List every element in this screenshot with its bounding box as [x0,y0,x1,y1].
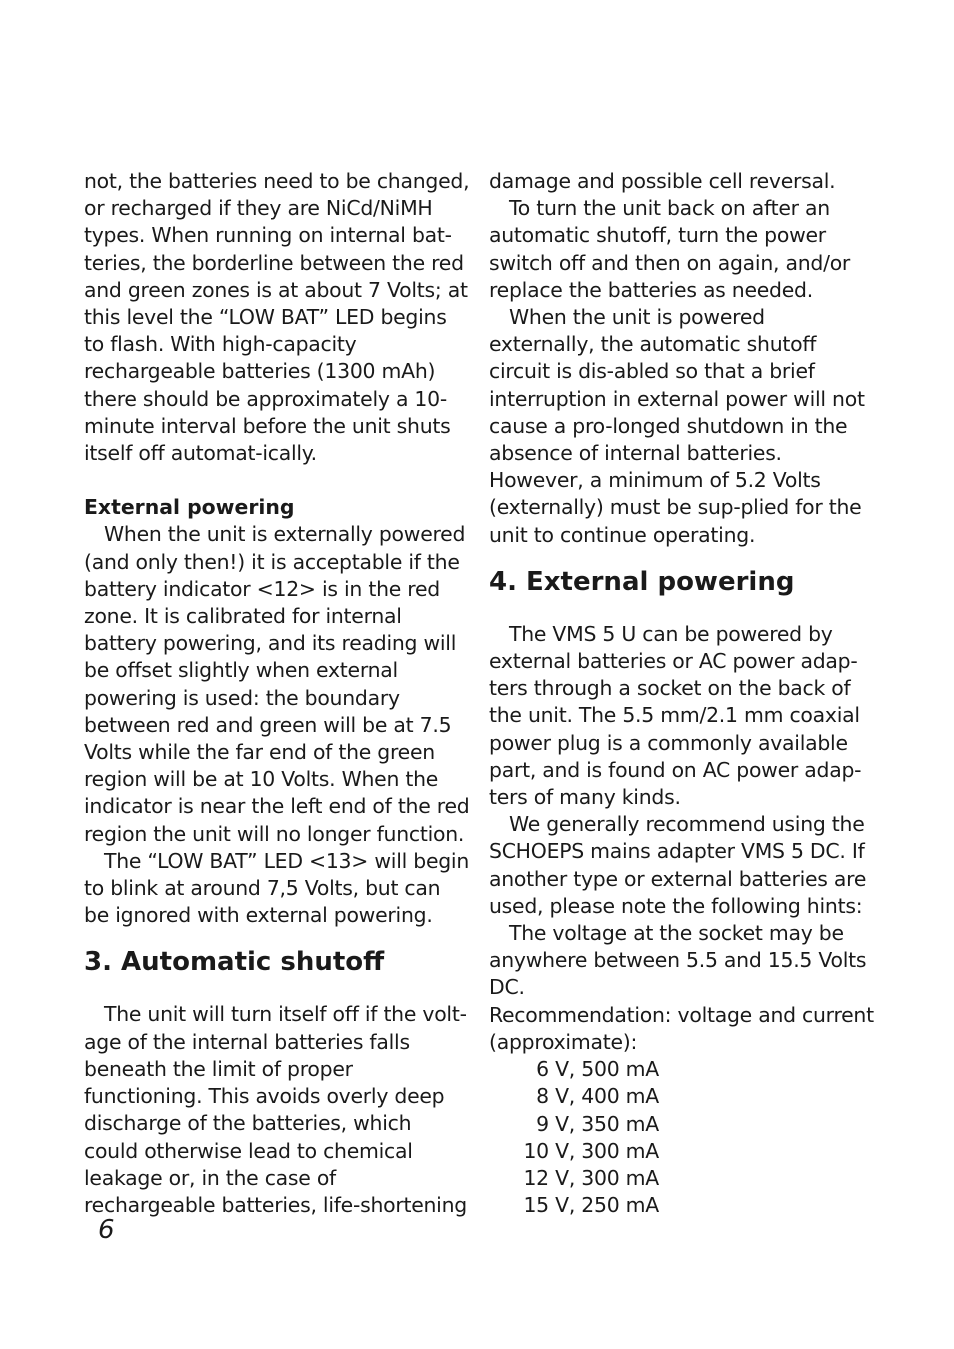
voltage-current-list [489,1056,875,1219]
section-3-heading: 3. Automatic shutoff [84,947,385,978]
spec-item: 10 V, 300 mA [523,1138,659,1163]
restart-paragraph: To turn the unit back on after an automatic shutoff, turn the power switch off and then on again, and/or replace the batteries as needed. [489,196,851,302]
section-4-paragraph-2: We generally recommend using the SCHOEPS mains adapter VMS 5 DC. If another type or external batteries are used, please note the following hints: [489,812,867,918]
section-4-paragraph-1: The VMS 5 U can be powered by external batteries or AC power adap-ters through a socket on the back of the unit. The 5.5 mm/2.1 mm coaxial power plug is a commonly available part, and is found on AC power adap-ters of many kinds. [489,621,862,810]
external-powering-paragraph-1: When the unit is externally powered (and only then!) it is acceptable if the battery indicator <12> is in the red zone. It is calibrated for internal battery powering, and its reading will be offset slightly when external powering is used: the boundary between red and green will be at 7.5 Volts while the far end of the green region will be at 10 Volts. When the indicator is near the left end of the red region the unit will no longer function. [84,522,470,846]
spec-item: 15 V, 250 mA [523,1193,659,1218]
external-powering-subheading: External powering [84,495,295,520]
spacer [84,979,470,1001]
section-4-heading: 4. External powering [489,566,795,597]
spacer [84,929,470,945]
continuation-paragraph: damage and possible cell reversal. [489,169,836,193]
intro-paragraph: not, the batteries need to be changed, or recharged if they are NiCd/NiMH types. When running on internal bat-teries, the borderline between the red and green zones is at about 7 Volts; at this level the “LOW BAT” LED begins to flash. With high-capacity rechargeable batteries (1300 mAh) there should be approximately a 10-minute interval before the unit shuts itself off automat-ically. [84,169,470,466]
spec-item: 6 V, 500 mA [536,1057,659,1082]
section-3-paragraph: The unit will turn itself off if the volt-age of the internal batteries falls beneath the limit of proper functioning. This avoids overly deep discharge of the batteries, which could otherwise lead to chemical leakage or, in the case of rechargeable batteries, life-shortening [84,1002,467,1217]
spec-item: 12 V, 300 mA [523,1165,659,1190]
external-powering-paragraph-2: The “LOW BAT” LED <13> will begin to blink at around 7,5 Volts, but can be ignored with external powering. [84,848,470,928]
page-number: 6 [98,1215,115,1245]
right-column [489,168,875,1219]
spacer [489,599,875,621]
shutoff-disabled-paragraph: When the unit is powered externally, the automatic shutoff circuit is dis-abled so that a brief interruption in external power will not cause a pro-longed shutdown in the absence of internal batteries. However, a minimum of 5.2 Volts (externally) must be sup-plied for the unit to continue operating. [489,305,865,547]
left-column [84,168,470,1219]
spacer [84,467,470,494]
section-4-paragraph-3: The voltage at the socket may be anywhere between 5.5 and 15.5 Volts DC. [489,921,867,1000]
spec-item: 8 V, 400 mA [536,1084,659,1109]
spec-item: 9 V, 350 mA [536,1111,659,1136]
spacer [489,549,875,565]
recommendation-paragraph: Recommendation: voltage and current (approximate): [489,1002,874,1054]
